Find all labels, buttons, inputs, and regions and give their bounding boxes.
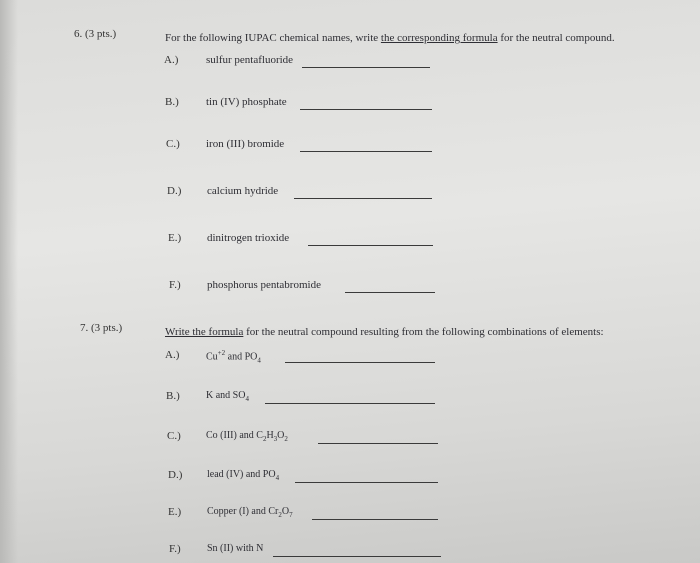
q7-answer-blank-f[interactable]	[273, 556, 441, 557]
question-7-number: 7. (3 pts.)	[80, 322, 123, 334]
question-6-prompt: For the following IUPAC chemical names, write the corresponding formula for the neutral compound.	[165, 32, 615, 44]
q7-answer-blank-c[interactable]	[318, 443, 438, 444]
q7-answer-blank-e[interactable]	[312, 519, 438, 520]
q6-answer-blank-e[interactable]	[308, 245, 433, 246]
q6-item-letter: E.)	[168, 232, 182, 244]
question-6-prompt-underlined: the corresponding formula	[380, 32, 498, 44]
q6-item-letter: A.)	[164, 54, 179, 66]
q6-item-name: iron (III) bromide	[206, 138, 285, 150]
q6-item-letter: C.)	[166, 138, 180, 150]
q7-answer-blank-a[interactable]	[285, 362, 435, 363]
q7-item-letter: B.)	[166, 390, 180, 402]
q7-item-elements: Co (III) and $C_2H_3O_2$	[206, 430, 288, 443]
q7-item-letter: D.)	[168, 469, 183, 481]
q6-item-name: calcium hydride	[207, 185, 279, 197]
q6-item-name: dinitrogen trioxide	[207, 232, 290, 244]
q7-item-letter: C.)	[167, 430, 181, 442]
q6-item-name: tin (IV) phosphate	[206, 96, 287, 108]
q7-item-elements: Sn (II) with N	[207, 543, 264, 554]
q7-item-elements: $Cu^{+2}$ and $PO_4$	[206, 349, 261, 365]
question-7-prompt: Write the formula for the neutral compound resulting from the following combinations of elements:	[165, 326, 604, 338]
q7-item-elements: Copper (I) and $Cr_2O_7$	[207, 506, 293, 519]
q6-answer-blank-b[interactable]	[300, 109, 432, 110]
q7-item-elements: K and $SO_4$	[206, 390, 249, 403]
page-shadow-edge	[0, 0, 18, 563]
question-6-number: 6. (3 pts.)	[74, 28, 117, 40]
q7-item-elements: lead (IV) and $PO_4$	[207, 469, 280, 482]
q7-answer-blank-b[interactable]	[265, 403, 435, 404]
q7-answer-blank-d[interactable]	[295, 482, 438, 483]
q6-item-name: sulfur pentafluoride	[206, 54, 294, 66]
q6-answer-blank-c[interactable]	[300, 151, 432, 152]
q7-item-letter: A.)	[165, 349, 180, 361]
question-7-prompt-underlined: Write the formula	[165, 326, 244, 338]
q6-item-letter: F.)	[169, 279, 181, 291]
q6-answer-blank-f[interactable]	[345, 292, 435, 293]
q7-item-letter: E.)	[168, 506, 182, 518]
q6-answer-blank-d[interactable]	[294, 198, 432, 199]
q6-answer-blank-a[interactable]	[302, 67, 430, 68]
q6-item-letter: B.)	[165, 96, 179, 108]
q6-item-name: phosphorus pentabromide	[207, 279, 321, 291]
q6-item-letter: D.)	[167, 185, 182, 197]
q7-item-letter: F.)	[169, 543, 181, 555]
